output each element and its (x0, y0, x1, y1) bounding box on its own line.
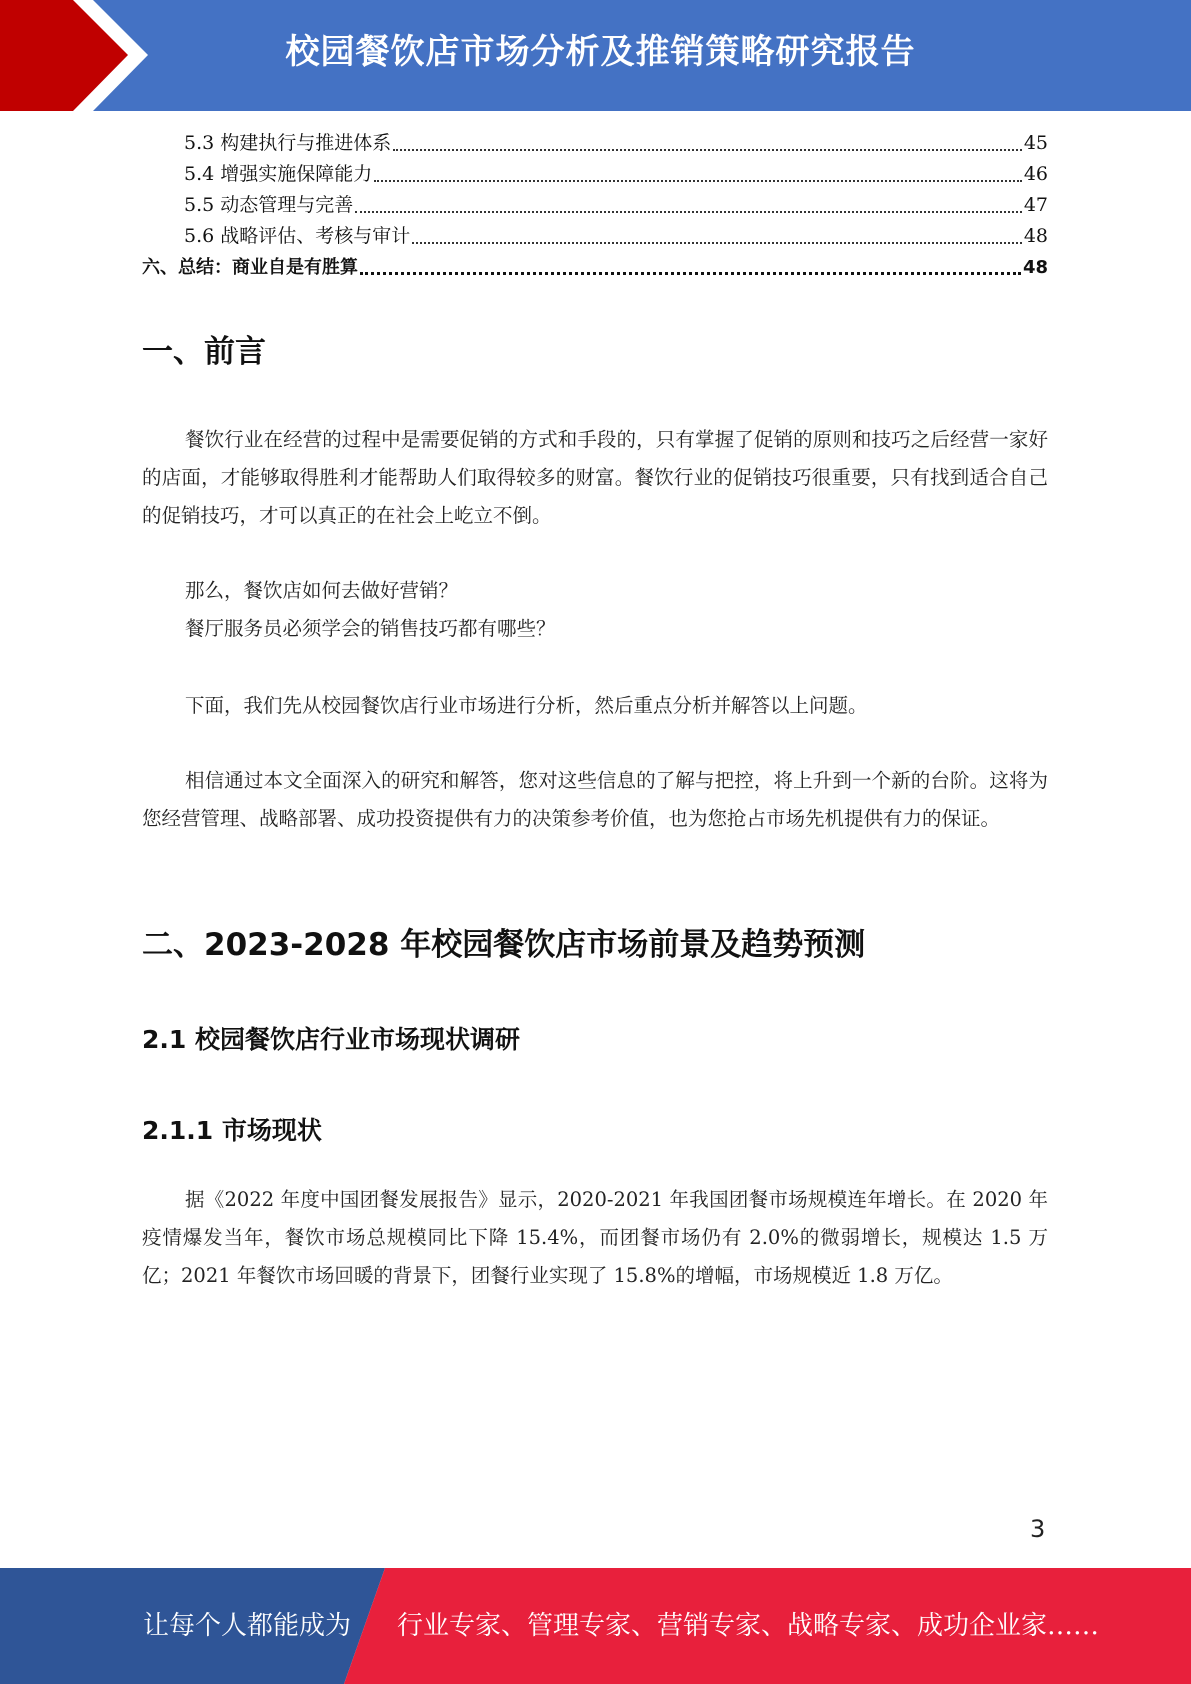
section-heading-preface: 一、前言 (142, 334, 266, 370)
subsection-heading: 2.1 校园餐饮店行业市场现状调研 (142, 1025, 520, 1054)
toc-dot-leader (360, 271, 1021, 275)
footer-slogan-right: 行业专家、管理专家、营销专家、战略专家、成功企业家…… (397, 1611, 1100, 1641)
toc-entry-label: 5.5 动态管理与完善 (184, 194, 354, 216)
table-of-contents (142, 128, 1048, 283)
question-line: 那么，餐饮店如何去做好营销？ (185, 579, 459, 602)
preface-paragraph: 餐饮行业在经营的过程中是需要促销的方式和手段的，只有掌握了促销的原则和技巧之后经营一家好的店面，才能够取得胜利才能帮助人们取得较多的财富。餐饮行业的促销技巧很重要，只有找到适合自己的促销技巧，才可以真正的在社会上屹立不倒。 (142, 428, 1048, 527)
summary-paragraph: 相信通过本文全面深入的研究和解答，您对这些信息的了解与把控，将上升到一个新的台阶。这将为您经营管理、战略部署、成功投资提供有力的决策参考价值，也为您抢占市场先机提供有力的保证。 (142, 769, 1048, 830)
toc-dot-leader (412, 241, 1022, 244)
toc-dot-leader (374, 179, 1022, 182)
intro-paragraph: 下面，我们先从校园餐饮店行业市场进行分析，然后重点分析并解答以上问题。 (185, 694, 868, 717)
toc-entry-label: 5.6 战略评估、考核与审计 (184, 225, 411, 247)
toc-entry-label: 5.3 构建执行与推进体系 (184, 132, 392, 154)
toc-entry-label: 5.4 增强实施保障能力 (184, 163, 373, 185)
toc-entry[interactable] (142, 190, 1048, 221)
toc-entry[interactable] (142, 128, 1048, 159)
footer-slogan-left: 让每个人都能成为 (143, 1611, 352, 1641)
toc-entry-page: 46 (1023, 163, 1048, 185)
market-status-paragraph: 据《2022 年度中国团餐发展报告》显示，2020-2021 年我国团餐市场规模连年增长。在 2020 年疫情爆发当年，餐饮市场总规模同比下降 15.4%，而团餐市场仍有 2.0%的微弱增长，规模达 1.5 万亿；2021 年餐饮市场回暖的背景下，团餐行业实现了 15.8%的增幅，市场规模近 1.8 万亿。 (142, 1188, 1048, 1287)
toc-dot-leader (393, 148, 1022, 151)
toc-entry-page: 48 (1022, 257, 1048, 278)
page-footer (0, 1568, 1191, 1684)
toc-entry-page: 48 (1023, 225, 1048, 247)
question-line: 餐厅服务员必须学会的销售技巧都有哪些？ (185, 617, 556, 640)
toc-entry-page: 45 (1023, 132, 1048, 154)
toc-entry[interactable] (142, 159, 1048, 190)
toc-entry-page: 47 (1023, 194, 1048, 216)
subsubsection-heading: 2.1.1 市场现状 (142, 1116, 322, 1145)
section-heading-forecast: 二、2023-2028 年校园餐饮店市场前景及趋势预测 (142, 927, 866, 963)
toc-entry[interactable] (142, 221, 1048, 252)
toc-entry-label: 六、总结：商业自是有胜算 (142, 257, 358, 278)
toc-entry[interactable] (142, 252, 1048, 283)
toc-dot-leader (355, 210, 1022, 213)
report-title: 校园餐饮店市场分析及推销策略研究报告 (285, 32, 916, 72)
page-number: 3 (1030, 1515, 1046, 1543)
page-header (0, 0, 1191, 111)
